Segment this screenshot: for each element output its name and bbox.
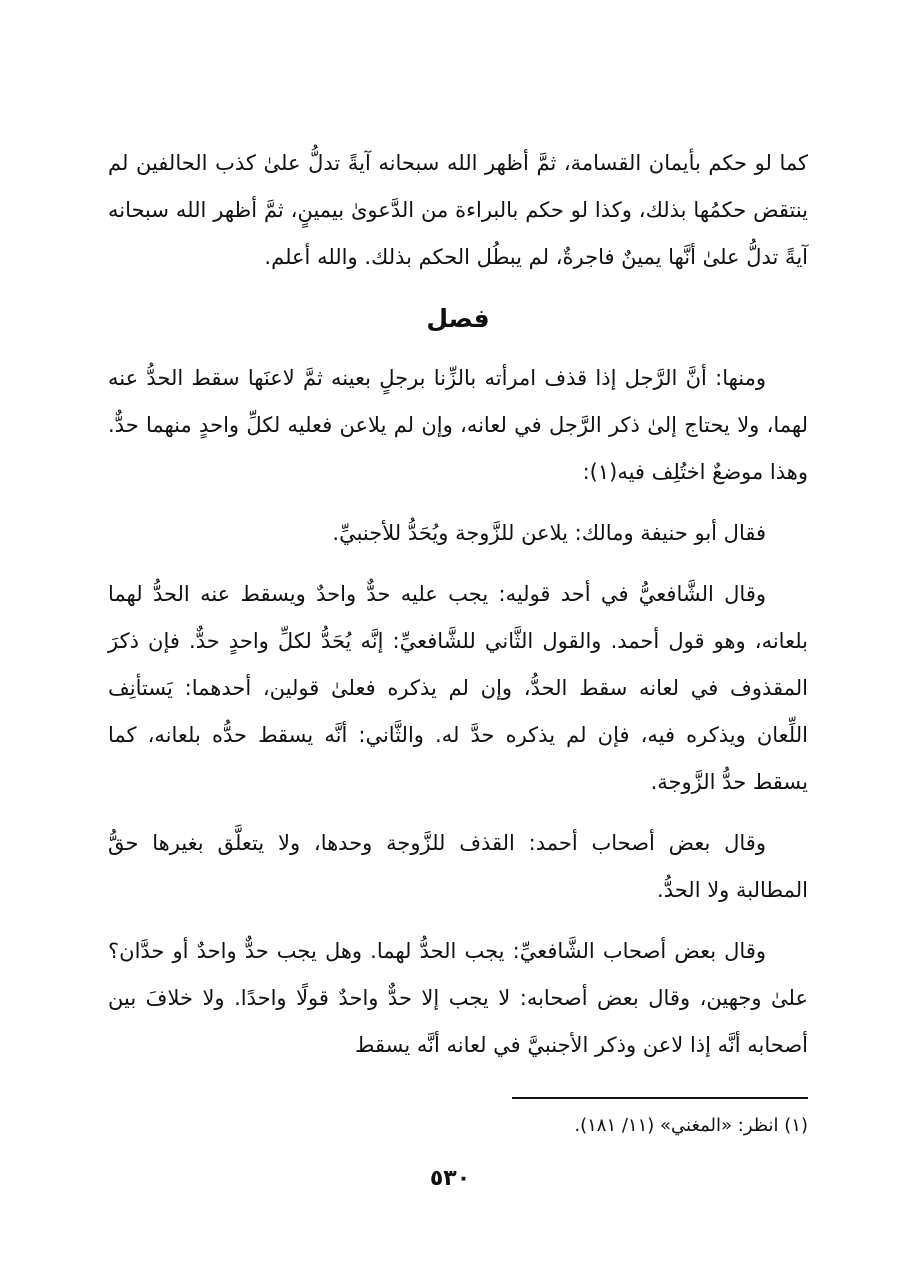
section-heading: فصل bbox=[426, 304, 490, 333]
paragraph-3: وقال الشَّافعيُّ في أحد قوليه: يجب عليه حدٌّ واحدٌ ويسقط عنه الحدُّ لهما بلعانه، وهو قول أحمد. والقول الثَّاني للشَّافعيِّ: إنَّه يُحَدُّ لكلِّ واحدٍ حدٌّ. فإن ذكرَ المقذوف في لعانه سقط الحدُّ، وإن لم يذكره فعلىٰ قولين، أحدهما: يَستأنِف اللِّعان ويذكره فيه، فإن لم يذكره حدَّ له. والثَّاني: أنَّه يسقط حدُّه بلعانه، كما يسقط حدُّ الزَّوجة. bbox=[108, 582, 808, 794]
paragraph-5: وقال بعض أصحاب الشَّافعيِّ: يجب الحدُّ لهما. وهل يجب حدٌّ واحدٌ أو حدَّان؟ علىٰ وجهين، وقال بعض أصحابه: لا يجب إلا حدٌّ واحدٌ قولًا واحدًا. ولا خلافَ بين أصحابه أنَّه إذا لاعن وذكر الأجنبيَّ في لعانه أنَّه يسقط bbox=[108, 939, 808, 1057]
footnote: (١) انظر: «المغني» (١١/ ١٨١). bbox=[574, 1115, 808, 1136]
paragraph-2: فقال أبو حنيفة ومالك: يلاعن للزَّوجة ويُحَدُّ للأجنبيِّ. bbox=[332, 521, 766, 545]
paragraph-4: وقال بعض أصحاب أحمد: القذف للزَّوجة وحدها، ولا يتعلَّق بغيرها حقُّ المطالبة ولا الحدُّ. bbox=[108, 831, 808, 902]
paragraph-continuation: كما لو حكم بأيمان القسامة، ثمَّ أظهر الله سبحانه آيةً تدلُّ علىٰ كذب الحالفين لم ينتقض حكمُها بذلك، وكذا لو حكم بالبراءة من الدَّعوىٰ بيمينٍ، ثمَّ أظهر الله سبحانه آيةً تدلُّ علىٰ أنَّها يمينٌ فاجرةٌ، لم يبطُل الحكم بذلك. والله أعلم. bbox=[108, 151, 808, 269]
page-body bbox=[108, 140, 808, 1083]
footnote-divider bbox=[512, 1097, 808, 1099]
page-number: ٥٣٠ bbox=[429, 1166, 471, 1191]
paragraph-1: ومنها: أنَّ الرَّجل إذا قذف امرأته بالزِّنا برجلٍ بعينه ثمَّ لاعنَها سقط الحدُّ عنه لهما، ولا يحتاج إلىٰ ذكر الرَّجل في لعانه، وإن لم يلاعن فعليه لكلِّ واحدٍ منهما حدٌّ. وهذا موضعٌ اختُلِف فيه(١): bbox=[108, 366, 808, 484]
